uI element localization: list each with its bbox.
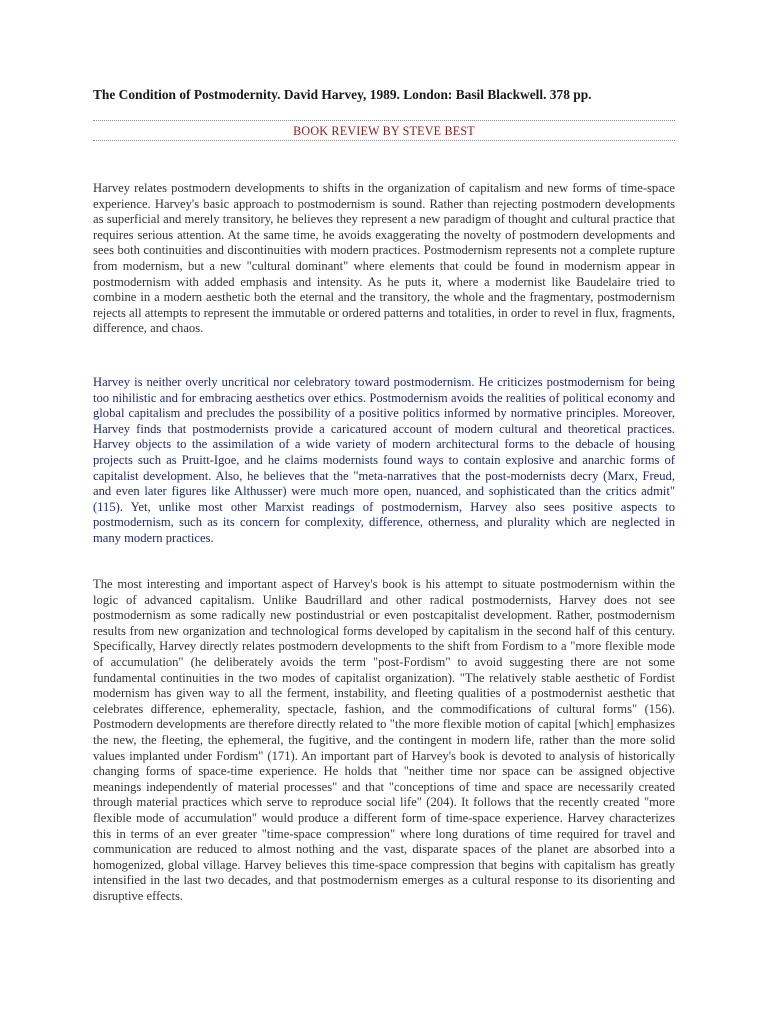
book-citation-title: The Condition of Postmodernity. David Harvey, 1989. London: Basil Blackwell. 378 pp. <box>93 87 592 102</box>
review-byline: BOOK REVIEW BY STEVE BEST <box>293 124 475 138</box>
body-paragraph-2: Harvey is neither overly uncritical nor celebratory toward postmodernism. He criticizes postmodernism for being too nihilistic and for embracing aesthetics over ethics. Postmodernism avoids the realities of political economy and global capitalism and precludes the possibility of a positive politics informed by normative principles. Moreover, Harvey finds that postmodernists provide a caricatured account of modern cultural and theoretical practices. Harvey objects to the assimilation of a wide variety of modern architectural forms to the debacle of housing projects such as Pruitt-Igoe, and he claims modernists found ways to contain explosive and anarchic forms of capitalist development. Also, he believes that the "meta-narratives that the post-modernists decry (Marx, Freud, and even later figures like Althusser) were much more open, nuanced, and sophisticated than the critics admit" (115). Yet, unlike most other Marxist readings of postmodernism, Harvey also sees positive aspects to postmodernism, such as its concern for complexity, difference, otherness, and plurality which are neglected in many modern practices. <box>93 375 675 545</box>
top-dotted-divider <box>93 120 675 121</box>
body-paragraph-1: Harvey relates postmodern developments to shifts in the organization of capitalism and new forms of time-space experience. Harvey's basic approach to postmodernism is sound. Rather than rejecting postmodern developments as superficial and merely transitory, he believes they represent a new paradigm of thought and cultural practice that requires serious attention. At the same time, he avoids exaggerating the novelty of postmodern developments and sees both continuities and discontinuities with modern practices. Postmodernism represents not a complete rupture from modernism, but a new "cultural dominant" where elements that could be found in modernism appear in postmodernism with added emphasis and intensity. As he puts it, where a modernist like Baudelaire tried to combine in a modern aesthetic both the eternal and the transitory, the whole and the fragmentary, postmodernism rejects all attempts to represent the immutable or ordered patterns and totalities, in order to revel in flux, fragments, difference, and chaos. <box>93 181 675 336</box>
body-paragraph-3: The most interesting and important aspect of Harvey's book is his attempt to situate postmodernism within the logic of advanced capitalism. Unlike Baudrillard and other radical postmodernists, Harvey does not see postmodernism as some radically new postindustrial or even postcapitalist development. Rather, postmodernism results from new organization and technological forms developed by capitalism in the second half of this century. Specifically, Harvey directly relates postmodern developments to the shift from Fordism to a "more flexible mode of accumulation" (he deliberately avoids the term "post-Fordism" to avoid suggesting there are not some fundamental continuities in the two modes of capitalist organization). "The relatively stable aesthetic of Fordist modernism has given way to all the ferment, instability, and fleeting qualities of a postmodernist aesthetic that celebrates difference, ephemerality, spectacle, fashion, and the commodifications of cultural forms" (156). Postmodern developments are therefore directly related to "the more flexible motion of capital [which] emphasizes the new, the fleeting, the ephemeral, the fugitive, and the contingent in modern life, rather than the more solid values implanted under Fordism" (171). An important part of Harvey's book is devoted to analysis of historically changing forms of space-time experience. He holds that "neither time nor space can be assigned objective meanings independently of material processes" and that "conceptions of time and space are necessarily created through material practices which serve to reproduce social life" (204). It follows that the recently created "more flexible mode of accumulation" would produce a different form of time-space experience. Harvey characterizes this in terms of an ever greater "time-space compression" where long durations of time required for travel and communication are reduced to almost nothing and the vast, disparate spaces of the planet are absorbed into a homogenized, global village. Harvey believes this time-space compression that begins with capitalism has greatly intensified in the last two decades, and that postmodernism emerges as a cultural response to its disorienting and disruptive effects. <box>93 577 675 903</box>
bottom-dotted-divider <box>93 140 675 141</box>
